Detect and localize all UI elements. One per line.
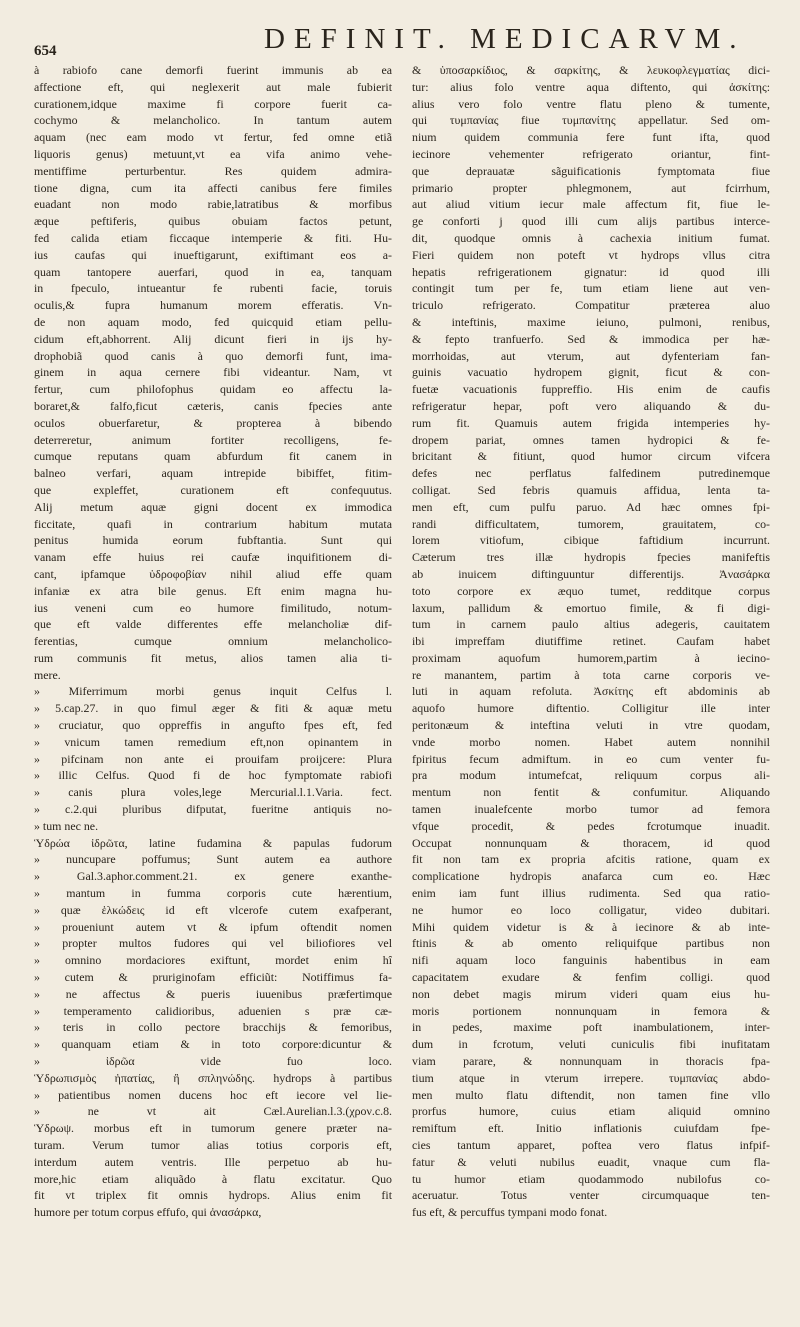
text-line: aquofo humore diftentio. Colligitur ille inter xyxy=(412,701,770,716)
text-line: » omnino mordaciores exiftunt, mordet enim hî xyxy=(34,953,392,968)
text-line: turam. Verum tumor alias totius corporis eft, xyxy=(34,1138,392,1152)
text-line: morrhoidas, aut vterum, aut dyfenteriam fan- xyxy=(412,348,770,363)
text-line: humore per totum corpus effufo, qui ἀνασάρκα, xyxy=(34,1205,262,1220)
text-line: prorfus humore, cuius etiam aliquid omnino xyxy=(412,1104,770,1119)
text-line: remiftum eft. Initio inflationis cuiufdam fpe- xyxy=(412,1121,770,1136)
text-line: mere. xyxy=(34,667,61,682)
text-line: » Miferrimum morbi genus inquit Celfus l. xyxy=(34,684,392,699)
text-line: Fieri quidem non poteft vt hydrops vllus citra xyxy=(412,247,770,262)
text-line: vnde morbo nomen. Habet autem nonnihil xyxy=(412,734,770,749)
text-line: curationem,idque maxime fi corpore fuerit ca- xyxy=(34,96,392,111)
text-line: tum in carnem paulo altius adegeris, cauitatem xyxy=(412,617,770,632)
text-line: more,hic etiam aliquãdo à flatu excitatur. Quo xyxy=(34,1171,392,1186)
text-line: in pedes, maxime poft inambulationem, inter- xyxy=(412,1020,770,1035)
text-line: & fepto tranfuerfo. Sed & immodica per hæ- xyxy=(412,331,770,346)
text-line: lorem vitiofum, cibique faftidium incurrunt. xyxy=(412,533,770,548)
text-line: fus eft, & percuffus tympani modo fonat. xyxy=(412,1205,608,1220)
text-line: qui τυμπανίας fiue τυμπανίτης appellatur. Sed om- xyxy=(412,113,770,128)
text-line: liquoris genus) metuunt,vt ea vifa animo vehe- xyxy=(34,146,392,161)
text-line: oculos obuerfaretur, & propterea à bibendo xyxy=(34,415,392,430)
text-line: tione digna, cum ita affecti canibus fere fimiles xyxy=(34,180,392,195)
text-line: mentiffime perturbentur. Res quidem admira- xyxy=(34,163,392,178)
text-line: cant, ipfamque ὑδροφοβίαν nihil aliud effe quam xyxy=(34,566,392,581)
text-line: ferentias, cumque omnium melancholico- xyxy=(34,634,392,649)
text-line: » quanquam etiam & in toto corpore:dicuntur & xyxy=(34,1037,392,1052)
text-line: æque peftiferis, quibus obuiam factos petunt, xyxy=(34,214,392,229)
text-line: » quæ ἑλκώδεις id eft vlcerofe cutem exafperant, xyxy=(34,902,392,917)
text-line: mentum non fentit & confumitur. Aliquando xyxy=(412,785,770,800)
text-line: » ne vt ait Cæl.Aurelian.l.3.(χρον.c.8. xyxy=(34,1104,392,1119)
text-line: quam tantopere auerfari, quod in ea, tanquam xyxy=(34,264,392,279)
text-line: laxum, pallidum & emortuo fimile, & fi digi- xyxy=(412,600,770,615)
text-line: ge conforti j quod illi cum alijs partibus interce- xyxy=(412,214,770,229)
text-line: fed calida etiam ficcaque intemperie & fiti. Hu- xyxy=(34,230,392,245)
left-column xyxy=(34,62,392,1221)
text-line: bricitant & fitiunt, quod humor circum vifcera xyxy=(412,449,770,464)
text-line: ab inuicem diftinguuntur differentijs. Ἀνασάρκα xyxy=(412,566,770,581)
text-line: dropem pariat, omnes tamen hydropici & fe- xyxy=(412,432,770,447)
text-line: ibi impreffam diutiffime retinet. Caufam habet xyxy=(412,634,770,649)
text-line: nifi aquam loco fanguinis habentibus in eam xyxy=(412,953,770,968)
text-line: fit non tam ex propria afcitis ratione, quam ex xyxy=(412,852,770,867)
text-line: men eft, cum pulfu paruo. Ad hæc omnes fpi- xyxy=(412,499,770,514)
text-line: boraret,& falfo,ficut cæteris, canis fpecies ante xyxy=(34,398,392,413)
text-line: peritonæum & inteftina veluti in vtre quodam, xyxy=(412,718,770,733)
text-line: ne humor eo loco colligatur, video dubitari. xyxy=(412,902,770,917)
text-line: infaniæ ex atra bile genus. Eft enim magna hu- xyxy=(34,583,392,598)
text-line: dum in fcrotum, veluti cuniculis fibi inufitatam xyxy=(412,1037,770,1052)
text-line: fuetæ vacuationis fuppreffio. His enim de caufis xyxy=(412,382,770,397)
text-line: pra modum intumefcat, reliquum corpus ali- xyxy=(412,768,770,783)
text-line: » vnicum tamen remedium eft,non opinantem in xyxy=(34,734,392,749)
text-line: re manantem, partim à tota carne corporis ve- xyxy=(412,667,770,682)
text-line: fpiritus fecum admiftum. in eo cum venter fu- xyxy=(412,751,770,766)
text-line: » canis plura voles,lege Mercurial.l.1.Varia. fect. xyxy=(34,785,392,800)
text-line: & ὑποσαρκίδιος, & σαρκίτης, & λευκοφλεγματίας dici- xyxy=(412,63,770,77)
text-line: tu humor etiam quodammodo nubilofus co- xyxy=(412,1171,770,1186)
text-line: ius caufas qui inueftigarunt, exiftimant eos a- xyxy=(34,247,392,262)
text-line: euadant non modo rabie,latratibus & morfibus xyxy=(34,197,392,212)
text-line: » cutem & pruriginofam efficiũt: Notiffimus fa- xyxy=(34,970,392,985)
text-line: defes nec perflatus falfedinem putredinemque xyxy=(412,466,770,481)
page-number: 654 xyxy=(34,43,57,59)
text-line: fatur & veluti nubilus euadit, vnaque cum fla- xyxy=(412,1154,770,1169)
text-line: » mantum in fumma corporis cute hærentium, xyxy=(34,886,392,901)
text-line: iecinore vehementer refrigerato oriantur, fint- xyxy=(412,146,770,161)
text-line: cumque reputans quam abfurdum fit canem in xyxy=(34,449,392,464)
text-line: luti in aquam refoluta. Ἀσκίτης eft abdominis ab xyxy=(412,684,770,699)
text-line: triculo refrigerato. Compatitur præterea aluo xyxy=(412,298,770,313)
text-line: » propter multos fudores qui vel biliofiores vel xyxy=(34,936,392,951)
text-line: Ὑδρωπισμὸς ἡπατίας, ἢ σπληνώδης. hydrops à partibus xyxy=(34,1070,392,1085)
text-line: randi difficultatem, tumorem, grauitatem, co- xyxy=(412,516,770,531)
text-line: » c.2.qui pluribus difputat, fueritne antiquis no- xyxy=(34,802,392,817)
text-line: » patientibus nomen ducens hoc eft iecore vel lie- xyxy=(34,1087,392,1102)
text-line: guinis vacuatio hydropem gignit, ficut & con- xyxy=(412,365,770,380)
text-line: tur: alius folo ventre aqua diftento, qui ἀσκίτης: xyxy=(412,79,770,94)
text-line: cies tantum apparet, poftea vero flatus infpif- xyxy=(412,1138,770,1152)
text-line: aceruatur. Totus venter circumquaque ten- xyxy=(412,1188,770,1203)
text-line: » 5.cap.27. in quo fimul æger & fiti & aquæ metu xyxy=(34,701,392,716)
text-line: » ἱδρῶα vide fuo loco. xyxy=(34,1054,392,1069)
text-line: complicatione hydropis anafarca cum eo. Hæc xyxy=(412,869,770,884)
text-line: » tum nec ne. xyxy=(34,818,99,833)
text-line: fertur, cum philofophus quidam eo affectu la- xyxy=(34,382,392,397)
text-line: cochymo & melancholico. In tantum autem xyxy=(34,113,392,128)
text-line: à rabiofo cane demorfi fuerint immunis ab ea xyxy=(34,63,392,77)
text-line: Cæterum tres illæ hydropis fpecies manifeftis xyxy=(412,550,770,565)
text-line: que eft valde differentes effe melancholiæ dif- xyxy=(34,617,392,632)
text-line: oculis,& fupra humanum morem efferatis. Vn- xyxy=(34,298,392,313)
text-line: vanam effe huius rei caufæ inquifitionem di- xyxy=(34,550,392,565)
text-line: » Gal.3.aphor.comment.21. ex genere exanthe- xyxy=(34,869,392,884)
text-line: » nuncupare poffumus; Sunt autem ea authore xyxy=(34,852,392,867)
text-line: vfque procedit, & pedes fcrotumque inuadit. xyxy=(412,818,770,833)
text-line: aquam (nec eam modo vt fertur, fed omne etiã xyxy=(34,130,392,145)
text-line: rum communis fit metus, alios tamen alia ti- xyxy=(34,650,392,665)
text-line: » temperamento calidioribus, aduenien s præ cæ- xyxy=(34,1003,392,1018)
text-line: dit, quodque omnis à cachexia initium fumat. xyxy=(412,230,770,245)
text-line: in fpeculo, intueantur fe rubenti facie, toruis xyxy=(34,281,392,296)
text-line: alius vero folo ventre flatu pleno & tumente, xyxy=(412,96,770,111)
text-line: » cruciatur, quo oppreffis in angufto fpes eft, fed xyxy=(34,718,392,733)
text-line: proximam aquofum humorem,partim à iecino- xyxy=(412,650,770,665)
text-line: » pifcinam non ante ei prouifam proijcere: Plura xyxy=(34,751,392,766)
text-line: affectione eft, qui neglexerit aut male fubierit xyxy=(34,79,392,94)
text-line: que deprauatæ sãguificationis fymptomata fiue xyxy=(412,163,770,178)
text-line: tium atque in vterum irrepere. τυμπανίας abdo- xyxy=(412,1070,770,1085)
text-line: moris portionem nonnunquam in femora & xyxy=(412,1003,770,1018)
text-columns xyxy=(34,62,770,1221)
text-line: Ὑδρωψ. morbus eft in tumorum genere præter na- xyxy=(34,1121,392,1136)
text-line: ginem in aqua cernere fibi videantur. Nam, vt xyxy=(34,365,392,380)
text-line: drophobiã quod canis à quo demorfi funt, ima- xyxy=(34,348,392,363)
text-line: » proueniunt autem vt & ipfum oftendit nomen xyxy=(34,919,392,934)
text-line: » illic Celfus. Quod fi de hoc fymptomate rabiofi xyxy=(34,768,392,783)
text-line: ftinis & ab omento reliquifque partibus non xyxy=(412,936,770,951)
text-line: enim iam funt illius rudimenta. Sed qua ratio- xyxy=(412,886,770,901)
text-line: cidum eft,abhorrent. Alij dicunt fieri in ijs hy- xyxy=(34,331,392,346)
text-line: men multo flatu diftendit, non tamen fine vllo xyxy=(412,1087,770,1102)
text-line: que expleffet, curationem eft confequutus. xyxy=(34,482,392,497)
running-title: DEFINIT. MEDICARVM. xyxy=(264,23,746,55)
text-line: ius veneni cum eo humore fimilitudo, notum- xyxy=(34,600,392,615)
right-column xyxy=(412,62,770,1221)
text-line: capacitatem exudare & fenfim colligi. quod xyxy=(412,970,770,985)
text-line: Mihi quidem videtur is & à iecinore & ab inte- xyxy=(412,919,770,934)
text-line: Occupat nonnunquam & thoracem, id quod xyxy=(412,835,770,850)
text-line: Alij metum aquæ gigni docent ex immodica xyxy=(34,499,392,514)
text-line: nium quidem communia fere funt ifta, quod xyxy=(412,130,770,145)
text-line: interdum autem ventris. Ille perpetuo ab hu- xyxy=(34,1154,392,1169)
text-line: tamen inualefcente morbo tumor ad femora xyxy=(412,802,770,817)
text-line: fit vt triplex fit omnis hydrops. Alius enim fit xyxy=(34,1188,392,1203)
page-header xyxy=(34,10,770,60)
text-line: de non aquam modo, fed quicquid etiam pellu- xyxy=(34,314,392,329)
text-line: & inteftinis, maxime ieiuno, pulmoni, renibus, xyxy=(412,314,770,329)
text-line: penitus humida eorum fubftantia. Sunt qui xyxy=(34,533,392,548)
text-line: rum fit. Quamuis autem frigida intemperies hy- xyxy=(412,415,770,430)
text-line: balneo verfari, aquam intrepide bibiffet, fitim- xyxy=(34,466,392,481)
text-line: » teris in collo pectore bracchijs & femoribus, xyxy=(34,1020,392,1035)
text-line: ficcitate, quafi in contrarium habitum mutata xyxy=(34,516,392,531)
text-line: toto corpore ex æquo tumet, redditque corpus xyxy=(412,583,770,598)
text-line: deterreretur, animum fortiter recolligens, fe- xyxy=(34,432,392,447)
text-line: contingit tum per fe, tum etiam liene aut ven- xyxy=(412,281,770,296)
text-line: viam parare, & nonnunquam in thoracis fpa- xyxy=(412,1054,770,1069)
text-line: » ne affectus & pueris iuuenibus præfertimque xyxy=(34,986,392,1001)
text-line: refrigeratur hepar, poft vero aliquando & du- xyxy=(412,398,770,413)
text-line: non debet magis mirum videri quam eius hu- xyxy=(412,986,770,1001)
text-line: colligat. Sed febris quamuis affidua, lenta ta- xyxy=(412,482,770,497)
text-line: primario propter phlegmonem, aut fcirrhum, xyxy=(412,180,770,195)
text-line: hepatis refrigerationem gignatur: id quod illi xyxy=(412,264,770,279)
text-line: Ὑδρώα ἰδρῶτα, latine fudamina & papulas fudorum xyxy=(34,835,392,850)
text-line: aut aliud vitium iecur male affectum fit, fiue le- xyxy=(412,197,770,212)
